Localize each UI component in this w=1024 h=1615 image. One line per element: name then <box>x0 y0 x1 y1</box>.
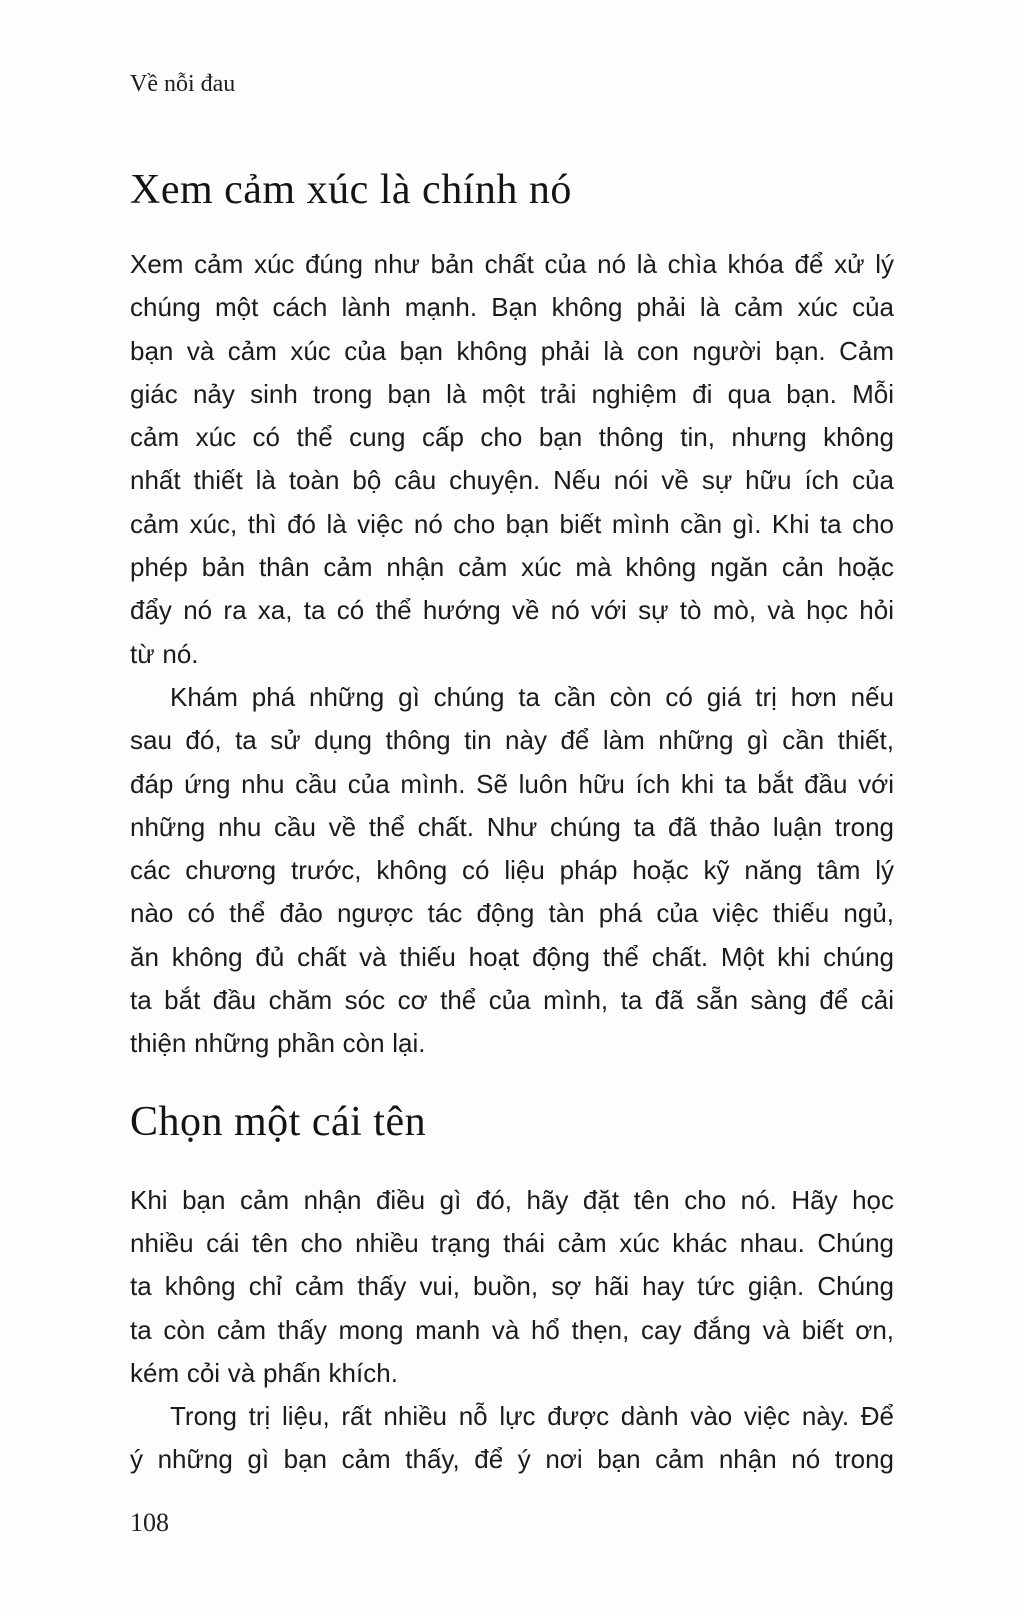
text-line: cảm xúc có thể cung cấp cho bạn thông tin, nhưng không <box>130 422 894 453</box>
text-line: ta không chỉ cảm thấy vui, buồn, sợ hãi hay tức giận. Chúng <box>130 1271 894 1302</box>
text-line: nào có thể đảo ngược tác động tàn phá của việc thiếu ngủ, <box>130 898 894 929</box>
text-line: giác nảy sinh trong bạn là một trải nghiệm đi qua bạn. Mỗi <box>130 378 894 409</box>
paragraph <box>130 243 894 676</box>
text-line: cảm xúc, thì đó là việc nó cho bạn biết mình cần gì. Khi ta cho <box>130 508 894 539</box>
text-line: sau đó, ta sử dụng thông tin này để làm những gì cần thiết, <box>130 725 894 756</box>
text-line: Khám phá những gì chúng ta cần còn có giá trị hơn nếu <box>170 681 894 712</box>
text-line: Khi bạn cảm nhận điều gì đó, hãy đặt tên cho nó. Hãy học <box>130 1184 894 1215</box>
section-heading: Chọn một cái tên <box>130 1098 427 1145</box>
page-number: 108 <box>130 1508 169 1537</box>
paragraph <box>130 1395 894 1482</box>
text-line: phép bản thân cảm nhận cảm xúc mà không ngăn cản hoặc <box>130 552 894 583</box>
text-line: các chương trước, không có liệu pháp hoặc kỹ năng tâm lý <box>130 855 894 886</box>
text-line: từ nó. <box>130 638 199 669</box>
text-line: ta bắt đầu chăm sóc cơ thể của mình, ta đã sẵn sàng để cải <box>130 985 894 1016</box>
text-line: đáp ứng nhu cầu của mình. Sẽ luôn hữu ích khi ta bắt đầu với <box>130 768 894 799</box>
text-line: bạn và cảm xúc của bạn không phải là con người bạn. Cảm <box>130 335 894 366</box>
text-line: ăn không đủ chất và thiếu hoạt động thể chất. Một khi chúng <box>130 941 894 972</box>
text-line: nhất thiết là toàn bộ câu chuyện. Nếu nói về sự hữu ích của <box>130 465 894 496</box>
text-line: ta còn cảm thấy mong manh và hổ thẹn, cay đắng và biết ơn, <box>130 1314 894 1345</box>
text-line: nhiều cái tên cho nhiều trạng thái cảm xúc khác nhau. Chúng <box>130 1227 894 1258</box>
text-line: những nhu cầu về thể chất. Như chúng ta đã thảo luận trong <box>130 811 894 842</box>
text-line: Trong trị liệu, rất nhiều nỗ lực được dành vào việc này. Để <box>170 1401 894 1432</box>
text-line: thiện những phần còn lại. <box>130 1028 426 1059</box>
text-line: Xem cảm xúc đúng như bản chất của nó là chìa khóa để xử lý <box>130 249 894 279</box>
text-line: đẩy nó ra xa, ta có thể hướng về nó với sự tò mò, và học hỏi <box>130 595 894 626</box>
paragraph <box>130 676 894 1066</box>
paragraph <box>130 1179 894 1395</box>
text-line: ý những gì bạn cảm thấy, để ý nơi bạn cảm nhận nó trong <box>130 1444 894 1475</box>
text-line: chúng một cách lành mạnh. Bạn không phải là cảm xúc của <box>130 292 894 323</box>
section-heading: Xem cảm xúc là chính nó <box>130 167 572 213</box>
text-line: kém cỏi và phấn khích. <box>130 1357 398 1388</box>
running-header: Về nỗi đau <box>130 71 236 97</box>
page-content <box>130 168 894 1482</box>
